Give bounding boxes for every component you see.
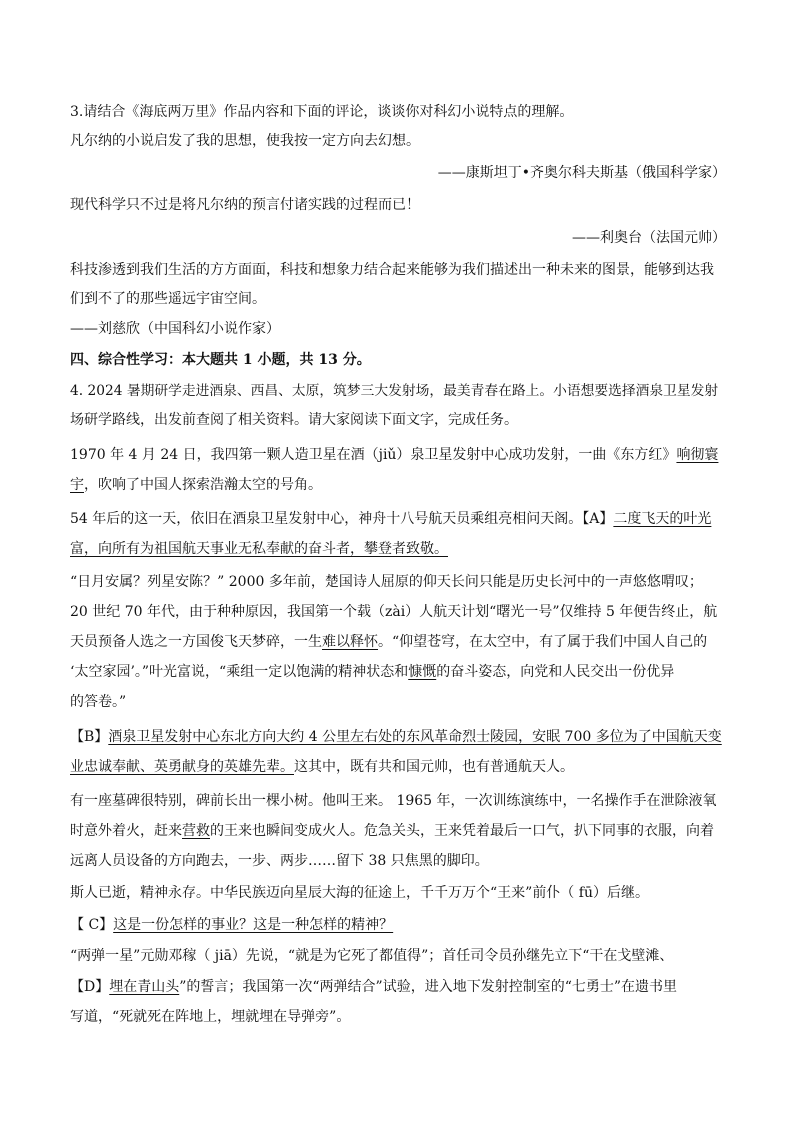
- underlined-phrase: 营救: [182, 823, 210, 839]
- text-run: 天员预备人选之一方国俊飞天梦碎，一生: [70, 634, 322, 650]
- question-3: 3.请结合《海底两万里》作品内容和下面的评论，谈谈你对科幻小说特点的理解。: [70, 104, 574, 120]
- paragraph-8-line-1: “两弹一星”元勋邓稼（ jiā）先说，“就是为它死了都值得”；首任司令员孙继先立下“干在戈壁滩、: [70, 948, 674, 964]
- question-4-intro-line-2: 场研学路线，出发前查阅了相关资料。请大家阅读下面文字，完成任务。: [70, 412, 518, 428]
- paragraph-3-line-1: “日月安属？列星安陈？” 2000 多年前，楚国诗人屈原的仰天长问只能是历史长河中的一声悠悠喟叹；: [70, 574, 703, 590]
- text-run: 。“仰望苍穹，在太空中，有了属于我们中国人自己的: [378, 634, 708, 650]
- underlined-sentence-a: 富，向所有为祖国航天事业无私奉献的奋斗者，攀登者致敬。: [70, 541, 448, 557]
- text-run: 的奋斗姿态，向党和人民交出一份优异: [436, 664, 675, 680]
- paragraph-6-line-1: 斯人已逝，精神永存。中华民族迈向星辰大海的征途上，千千万万个“王来”前仆（ fū）后继。: [70, 885, 649, 901]
- marker-b: 【B】: [70, 729, 109, 745]
- paragraph-3-line-3: [70, 632, 726, 652]
- paragraph-5-line-2: [70, 821, 726, 841]
- paragraph-7-line-1: [70, 915, 726, 935]
- underlined-sentence-b: 酒泉卫星发射中心东北方向大约 4 公里左右处的东风革命烈士陵园，安眠 700 多位为了中国航天变: [108, 729, 722, 745]
- quote-modern-science: 现代科学只不过是将凡尔纳的预言付诸实践的过程而已！: [70, 197, 420, 213]
- underlined-phrase: 宇: [70, 477, 84, 493]
- underlined-phrase-d: 埋在青山头: [109, 979, 180, 995]
- paragraph-8-line-3: 写道，“死就死在阵地上，埋就埋在导弹旁”。: [70, 1009, 351, 1025]
- paragraph-5-line-1: 有一座墓碑很特别，碑前长出一棵小树。他叫王来。 1965 年，一次训练演练中，一名操作手在泄除液氧: [70, 793, 717, 809]
- paragraph-2-line-1: [70, 509, 726, 529]
- paragraph-2-line-2: [70, 539, 726, 559]
- underlined-sentence-a: 二度飞天的叶光: [613, 511, 712, 527]
- marker-a: 54 年后的这一天，依旧在酒泉卫星发射中心，神舟十八号航天员乘组亮相问天阁。【A】: [70, 511, 614, 527]
- quote-attribution-liu-cixin: ——刘慈欣（中国科幻小说作家）: [70, 321, 280, 337]
- quote-technology-line-1: 科技渗透到我们生活的方方面面，科技和想象力结合起来能够为我们描述出一种未来的图景，能够到达我: [70, 262, 714, 278]
- quote-attribution-tsiolkovsky: ——康斯坦丁•齐奥尔科夫斯基（俄国科学家）: [437, 165, 726, 181]
- underlined-sentence-b: 业忠诚奉献、英勇献身的英雄先辈。: [70, 759, 294, 775]
- quote-technology-line-2: 们到不了的那些遥远宇宙空间。: [70, 291, 266, 307]
- marker-c: 【 C】: [70, 917, 114, 933]
- text-run: ‘太空家园’。”叶光富说，“乘组一定以饱满的精神状态和: [70, 664, 409, 680]
- paragraph-4-line-1: [70, 727, 726, 747]
- quote-attribution-lyautey: ——利奥台（法国元帅）: [572, 230, 726, 246]
- section-4-heading: 四、综合性学习：本大题共 1 小题，共 13 分。: [70, 352, 371, 368]
- text-run: 时意外着火，赶来: [70, 823, 182, 839]
- underlined-phrase: 响彻寰: [676, 447, 719, 463]
- text-run: ”的誓言；我国第一次“两弹结合”试验，进入地下发射控制室的“七勇士”在遗书里: [179, 979, 678, 995]
- paragraph-5-line-3: 远离人员设备的方向跑去，一步、两步……留下 38 只焦黑的脚印。: [70, 853, 489, 869]
- text-run: 这其中，既有共和国元帅，也有普通航天人。: [294, 759, 574, 775]
- question-4-intro-line-1: 4. 2024 暑期研学走进酒泉、西昌、太原，筑梦三大发射场，最美青春在路上。小语想要选择酒泉卫星发射: [70, 383, 719, 399]
- underlined-phrase: 慷慨: [408, 664, 437, 680]
- text-run: ，吹响了中国人探索浩瀚太空的号角。: [84, 477, 322, 493]
- text-run: 1970 年 4 月 24 日，我四第一颗人造卫星在酒（jiǔ）泉卫星发射中心成功发射，一曲《东方红》: [70, 447, 677, 463]
- paragraph-4-line-2: [70, 757, 726, 777]
- paragraph-3-line-2: 20 世纪 70 年代，由于种种原因，我国第一个载（zài）人航天计划“曙光一号”仅维持 5 年便告终止，航: [70, 604, 718, 620]
- paragraph-1-line-1: [70, 445, 726, 465]
- paragraph-3-line-4: [70, 662, 726, 682]
- paragraph-8-line-2: [70, 977, 726, 997]
- text-run: 的王来也瞬间变成火人。危急关头，王来凭着最后一口气，扒下同事的衣服，向着: [210, 823, 714, 839]
- underlined-phrase: 难以释怀: [322, 634, 378, 650]
- paragraph-1-line-2: [70, 475, 726, 495]
- underlined-sentence-c: 这是一份怎样的事业？这是一种怎样的精神？: [113, 917, 394, 933]
- paragraph-3-line-5: 的答卷。”: [70, 694, 127, 710]
- marker-d: 【D】: [70, 979, 110, 995]
- quote-verne-inspiration: 凡尔纳的小说启发了我的思想，使我按一定方向去幻想。: [70, 133, 420, 149]
